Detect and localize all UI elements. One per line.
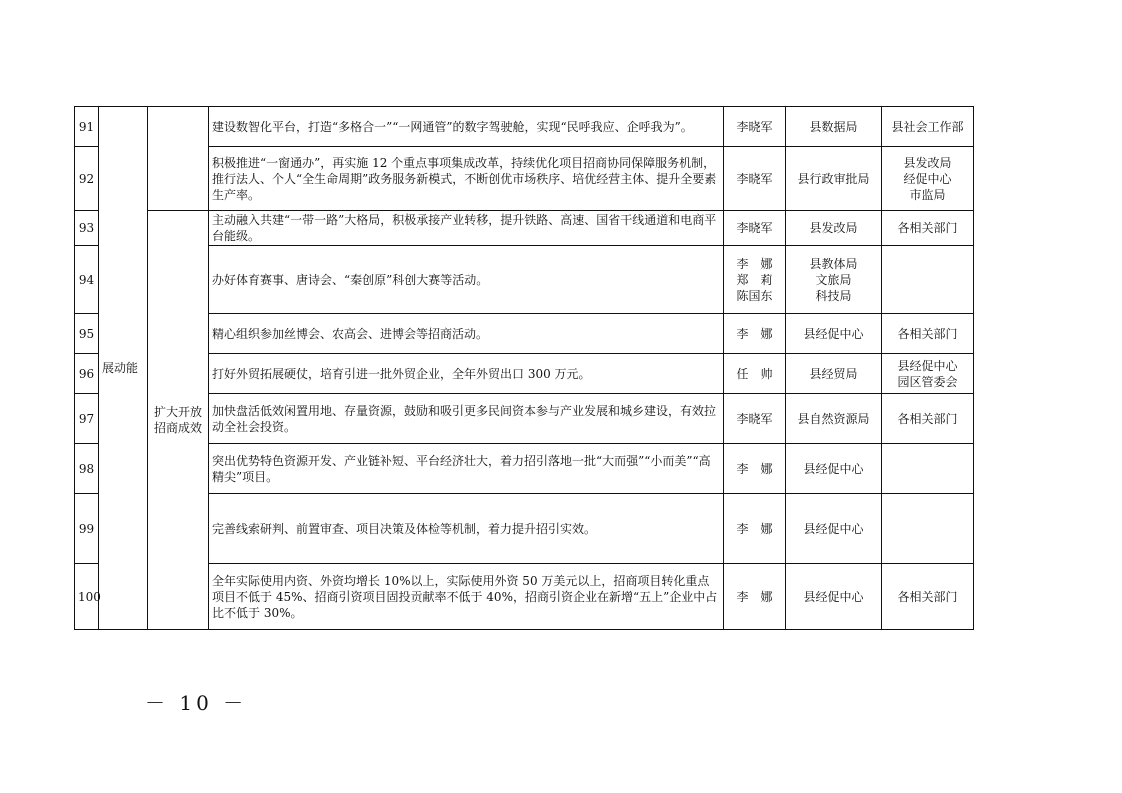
task-content-cell-text: 积极推进“一窗通办”，再实施 12 个重点事项集成改革，持续优化项目招商协同保障服务机制，推行法人、个人“全生命周期”政务服务新模式，不断创优市场秩序、培优经营主体、提升全要素生产率。 <box>212 155 717 202</box>
responsible-leader-cell <box>724 211 786 246</box>
lead-unit-cell <box>786 564 882 630</box>
row-number-cell-text: 98 <box>78 461 95 476</box>
page-number: － 10 － <box>145 691 248 715</box>
lead-unit-cell-text: 县经促中心 <box>803 326 864 341</box>
lead-unit-cell <box>786 314 882 354</box>
lead-unit-cell-text: 县经贸局 <box>809 366 858 381</box>
task-content-cell <box>209 246 724 314</box>
lead-unit-cell-text: 县经促中心 <box>803 521 864 536</box>
lead-unit-cell <box>786 444 882 494</box>
task-content-cell <box>209 107 724 147</box>
task-content-cell <box>209 354 724 394</box>
lead-unit-cell <box>786 494 882 564</box>
task-content-cell <box>209 394 724 444</box>
row-number-cell <box>75 314 99 354</box>
category-level2-cell <box>148 211 209 630</box>
cooperating-unit-cell <box>882 444 974 494</box>
cooperating-unit-cell-text: 县社会工作部 <box>891 119 964 134</box>
row-number-cell-text: 93 <box>78 221 95 235</box>
category-level2-cell-text: 扩大开放 招商成效 <box>153 405 202 435</box>
responsible-leader-cell <box>724 314 786 354</box>
table-row <box>75 147 974 211</box>
responsible-leader-cell <box>724 444 786 494</box>
row-number-cell <box>75 147 99 211</box>
table-row <box>75 211 974 246</box>
responsible-leader-cell-text: 李晓军 <box>736 119 773 134</box>
responsible-leader-cell-text: 李晓军 <box>736 171 773 186</box>
lead-unit-cell-text: 县自然资源局 <box>797 411 870 426</box>
cooperating-unit-cell-text: 县发改局 经促中心 市监局 <box>903 155 952 202</box>
lead-unit-cell <box>786 394 882 444</box>
cooperating-unit-cell-text: 各相关部门 <box>897 411 958 426</box>
cooperating-unit-cell <box>882 107 974 147</box>
task-content-cell <box>209 147 724 211</box>
responsible-leader-cell <box>724 394 786 444</box>
task-content-cell <box>209 494 724 564</box>
cooperating-unit-cell <box>882 494 974 564</box>
category-level1-cell-text: 展动能 <box>102 361 139 375</box>
row-number-cell <box>75 564 99 630</box>
row-number-cell-text: 91 <box>78 119 95 134</box>
responsible-leader-cell-text: 李 娜 <box>736 461 773 476</box>
responsible-leader-cell <box>724 246 786 314</box>
responsible-leader-cell-text: 李 娜 <box>736 521 773 536</box>
lead-unit-cell <box>786 147 882 211</box>
responsible-leader-cell-text: 李 娜 <box>736 326 773 341</box>
task-content-cell-text: 打好外贸拓展硬仗，培育引进一批外贸企业，全年外贸出口 300 万元。 <box>212 366 591 381</box>
task-content-cell-text: 完善线索研判、前置审查、项目决策及体检等机制，着力提升招引实效。 <box>212 521 597 536</box>
row-number-cell <box>75 354 99 394</box>
cooperating-unit-cell <box>882 314 974 354</box>
row-number-cell-text: 100 <box>78 589 101 604</box>
responsible-leader-cell-text: 李晓军 <box>736 411 773 426</box>
responsible-leader-cell <box>724 564 786 630</box>
responsible-leader-cell-text: 李 娜 郑 莉 陈国东 <box>736 256 773 303</box>
cooperating-unit-cell-text: 各相关部门 <box>897 326 958 341</box>
table-row <box>75 107 974 147</box>
task-content-cell-text: 主动融入共建“一带一路”大格局，积极承接产业转移，提升铁路、高速、国省干线通道和电商平台能级。 <box>212 213 717 243</box>
responsible-leader-cell-text: 李 娜 <box>736 589 773 604</box>
row-number-cell <box>75 444 99 494</box>
row-number-cell-text: 94 <box>78 272 95 287</box>
lead-unit-cell-text: 县经促中心 <box>803 589 864 604</box>
lead-unit-cell <box>786 107 882 147</box>
cooperating-unit-cell <box>882 564 974 630</box>
row-number-cell <box>75 211 99 246</box>
table-row <box>75 444 974 494</box>
cooperating-unit-cell <box>882 211 974 246</box>
row-number-cell <box>75 246 99 314</box>
lead-unit-cell <box>786 354 882 394</box>
cooperating-unit-cell <box>882 147 974 211</box>
lead-unit-cell <box>786 211 882 246</box>
task-content-cell-text: 建设数智化平台，打造“多格合一”“一网通管”的数字驾驶舱，实现“民呼我应、企呼我为”。 <box>212 119 693 134</box>
cooperating-unit-cell-text: 各相关部门 <box>897 589 958 604</box>
lead-unit-cell <box>786 246 882 314</box>
lead-unit-cell-text: 县行政审批局 <box>797 171 870 186</box>
row-number-cell-text: 95 <box>78 326 95 341</box>
table-row <box>75 246 974 314</box>
row-number-cell-text: 97 <box>78 411 95 426</box>
cooperating-unit-cell-text: 县经促中心 园区管委会 <box>897 358 958 389</box>
table-row <box>75 394 974 444</box>
category-level2-empty-cell <box>148 107 209 211</box>
responsible-leader-cell-text: 任 帅 <box>736 366 773 381</box>
table-row <box>75 494 974 564</box>
task-content-cell-text: 突出优势特色资源开发、产业链补短、平台经济壮大，着力招引落地一批“大而强”“小而美”“高精尖”项目。 <box>212 453 711 484</box>
cooperating-unit-cell <box>882 246 974 314</box>
task-content-cell <box>209 314 724 354</box>
task-content-cell <box>209 444 724 494</box>
table-row <box>75 314 974 354</box>
task-content-cell-text: 加快盘活低效闲置用地、存量资源，鼓励和吸引更多民间资本参与产业发展和城乡建设，有效拉动全社会投资。 <box>212 403 717 434</box>
responsible-leader-cell <box>724 107 786 147</box>
lead-unit-cell-text: 县发改局 <box>809 221 858 235</box>
responsible-leader-cell <box>724 147 786 211</box>
lead-unit-cell-text: 县数据局 <box>809 119 858 134</box>
lead-unit-cell-text: 县教体局 文旅局 科技局 <box>809 256 858 303</box>
row-number-cell <box>75 107 99 147</box>
row-number-cell <box>75 494 99 564</box>
row-number-cell <box>75 394 99 444</box>
cooperating-unit-cell <box>882 354 974 394</box>
task-table-body <box>75 107 974 630</box>
row-number-cell-text: 92 <box>78 171 95 186</box>
table-row <box>75 354 974 394</box>
responsible-leader-cell-text: 李晓军 <box>736 221 773 235</box>
category-level1-cell <box>99 107 148 630</box>
row-number-cell-text: 99 <box>78 521 95 536</box>
task-table <box>74 106 974 630</box>
lead-unit-cell-text: 县经促中心 <box>803 461 864 476</box>
task-content-cell-text: 全年实际使用内资、外资均增长 10%以上，实际使用外资 50 万美元以上，招商项目转化重点项目不低于 45%、招商引资项目固投贡献率不低于 40%，招商引资企业在新增“五上”企业中占比不低于 30%。 <box>212 573 718 620</box>
task-content-cell-text: 办好体育赛事、唐诗会、“秦创原”科创大赛等活动。 <box>212 272 489 287</box>
task-content-cell <box>209 211 724 246</box>
cooperating-unit-cell-text: 各相关部门 <box>897 221 958 235</box>
task-content-cell <box>209 564 724 630</box>
responsible-leader-cell <box>724 354 786 394</box>
cooperating-unit-cell <box>882 394 974 444</box>
task-content-cell-text: 精心组织参加丝博会、农高会、进博会等招商活动。 <box>212 326 489 341</box>
table-row <box>75 564 974 630</box>
row-number-cell-text: 96 <box>78 366 95 381</box>
responsible-leader-cell <box>724 494 786 564</box>
